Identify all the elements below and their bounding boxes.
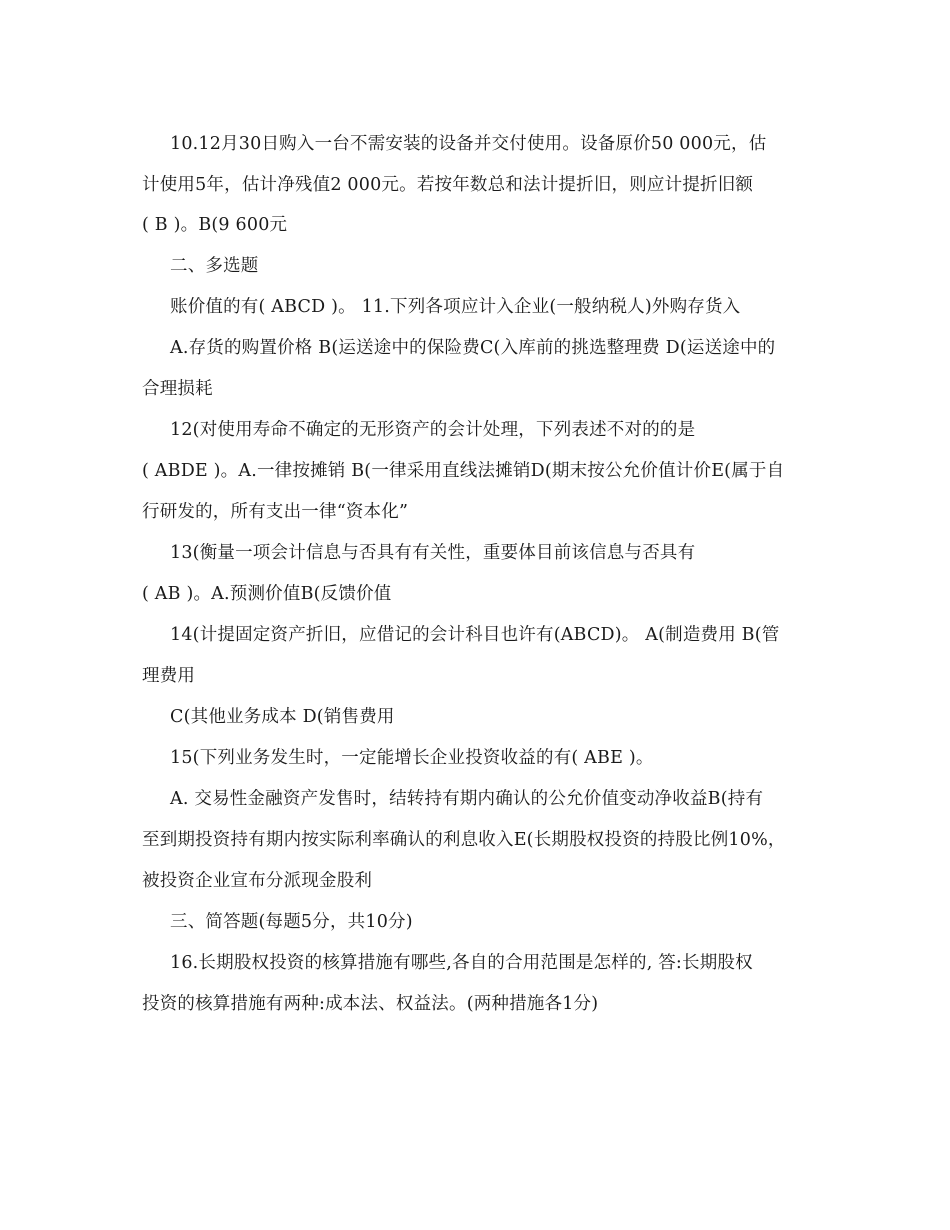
text-line: 合理损耗 [142,379,213,399]
text-line: 16.长期股权投资的核算措施有哪些,各自的合用范围是怎样的, 答:长期股权 [170,953,753,973]
text-line: A.存货的购置价格 B(运送途中的保险费C(入库前的挑选整理费 D(运送途中的 [170,338,776,358]
text-line: 10.12月30日购入一台不需安装的设备并交付使用。设备原价50 000元，估 [170,134,767,154]
section-heading: 二、多选题 [170,256,259,276]
text-line: 投资的核算措施有两种:成本法、权益法。(两种措施各1分) [142,994,599,1014]
text-line: 14(计提固定资产折旧，应借记的会计科目也许有(ABCD)。 A(制造费用 B(管 [170,625,780,645]
text-line: ( ABDE )。A.一律按摊销 B(一律采用直线法摊销D(期末按公允价值计价E(属于自 [142,461,785,481]
section-heading: 三、简答题(每题5分，共10分) [170,912,413,932]
text-line: 15(下列业务发生时，一定能增长企业投资收益的有( ABE )。 [170,748,654,768]
text-line: 12(对使用寿命不确定的无形资产的会计处理，下列表述不对的的是 [170,420,696,440]
text-line: 被投资企业宣布分派现金股利 [142,871,373,891]
text-line: A. 交易性金融资产发售时，结转持有期内确认的公允价值变动净收益B(持有 [170,789,764,809]
text-line: C(其他业务成本 D(销售费用 [170,707,395,727]
text-line: 计使用5年，估计净残值2 000元。若按年数总和法计提折旧，则应计提折旧额 [142,175,754,195]
text-line: 13(衡量一项会计信息与否具有有关性，重要体目前该信息与否具有 [170,543,696,563]
text-line: 行研发的，所有支出一律“资本化” [142,502,409,522]
text-line: 至到期投资持有期内按实际利率确认的利息收入E(长期股权投资的持股比例10%， [142,830,786,850]
text-line: ( AB )。A.预测价值B(反馈价值 [142,584,392,604]
text-line: 理费用 [142,666,196,686]
text-line: ( B )。B(9 600元 [142,215,288,235]
text-line: 账价值的有( ABCD )。 11.下列各项应计入企业(一般纳税人)外购存货入 [170,297,741,317]
